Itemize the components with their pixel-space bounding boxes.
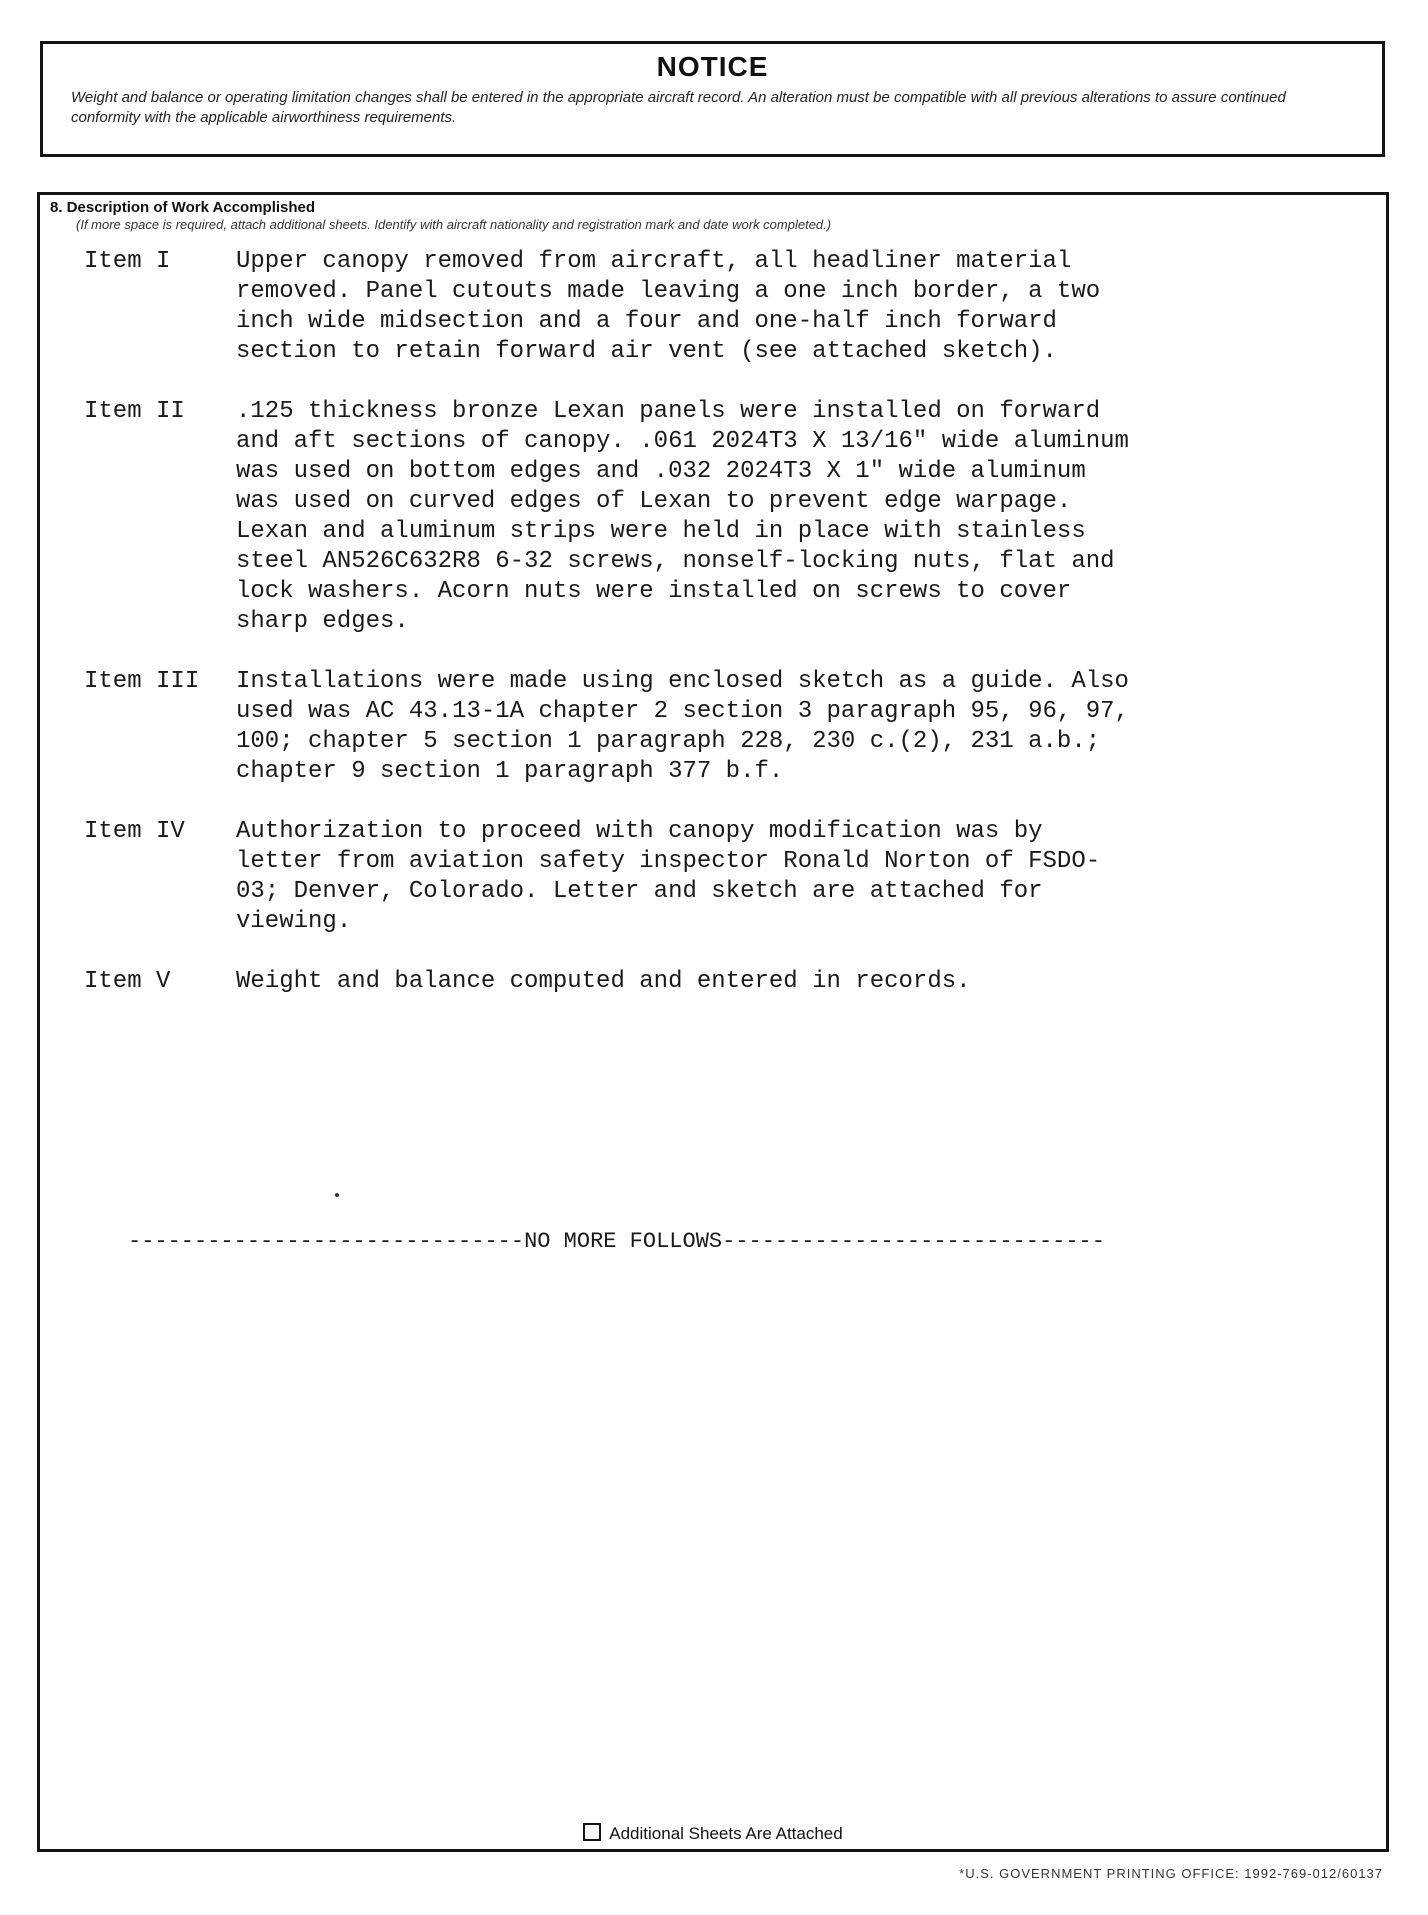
work-description-box <box>37 192 1389 1852</box>
item-label: Item IV <box>84 818 185 845</box>
item-text: Installations were made using enclosed sketch as a guide. Also used was AC 43.13-1A chapter 2 section 3 paragraph 95, 96, 97, 100; chapter 5 section 1 paragraph 228, 230 c.(2), 231 a.b.; chapter 9 section 1 paragraph 377 b.f. <box>236 668 1129 785</box>
notice-box <box>40 41 1385 157</box>
scan-speck <box>335 1193 339 1197</box>
work-items-list <box>84 247 1344 1027</box>
section-instruction: (If more space is required, attach additional sheets. Identify with aircraft nationality and registration mark and date work completed.) <box>76 217 832 232</box>
notice-text: Weight and balance or operating limitation changes shall be entered in the appropriate aircraft record. An alteration must be compatible with all previous alterations to assure continued conformity with the applicable airworthiness requirements. <box>71 89 1286 126</box>
work-item-5 <box>84 967 1344 997</box>
item-label: Item I <box>84 248 171 275</box>
no-more-follows-line: ------------------------------NO MORE FOLLOWS----------------------------- <box>128 1229 1105 1254</box>
item-text: Authorization to proceed with canopy modification was by letter from aviation safety inspector Ronald Norton of FSDO-03; Denver, Colorado. Letter and sketch are attached for viewing. <box>236 818 1101 935</box>
item-label: Item V <box>84 968 171 995</box>
additional-sheets-row <box>40 1823 1386 1844</box>
item-text: .125 thickness bronze Lexan panels were installed on forward and aft sections of canopy. .061 2024T3 X 13/16" wide aluminum was used on bottom edges and .032 2024T3 X 1" wide aluminum was used on curved edges of Lexan to prevent edge warpage. Lexan and aluminum strips were held in place with stainless steel AN526C632R8 6-32 screws, nonself-locking nuts, flat and lock washers. Acorn nuts were installed on screws to cover sharp edges. <box>236 398 1129 635</box>
item-label: Item II <box>84 398 185 425</box>
work-item-4 <box>84 817 1344 937</box>
item-text: Upper canopy removed from aircraft, all headliner material removed. Panel cutouts made leaving a one inch border, a two inch wide midsection and a four and one-half inch forward section to retain forward air vent (see attached sketch). <box>236 248 1101 365</box>
item-label: Item III <box>84 668 200 695</box>
item-text: Weight and balance computed and entered in records. <box>236 968 971 995</box>
work-item-3 <box>84 667 1344 787</box>
notice-title: NOTICE <box>656 51 769 82</box>
printing-office-footer: *U.S. GOVERNMENT PRINTING OFFICE: 1992-769-012/60137 <box>959 1866 1383 1881</box>
additional-sheets-label: Additional Sheets Are Attached <box>609 1824 843 1843</box>
work-item-2 <box>84 397 1344 637</box>
section-heading: 8. Description of Work Accomplished <box>50 199 316 216</box>
additional-sheets-checkbox[interactable] <box>583 1823 601 1841</box>
work-item-1 <box>84 247 1344 367</box>
